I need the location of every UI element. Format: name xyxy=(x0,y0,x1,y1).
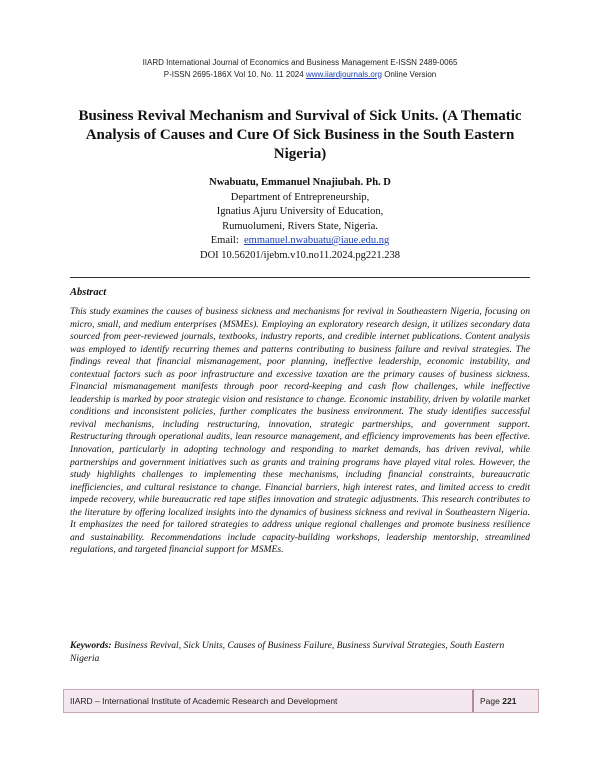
keywords-text: Business Revival, Sick Units, Causes of Business Failure, Business Survival Strategies, South Eastern Nigeria xyxy=(70,640,505,664)
footer-page-label: Page xyxy=(480,696,500,706)
journal-website-link[interactable]: www.iiardjournals.org xyxy=(305,69,382,79)
abstract-text: This study examines the causes of business sickness and mechanisms for revival in Southeastern Nigeria, focusing on micro, small, and medium enterprises (MSMEs). Employing an exploratory research design, it utilizes secondary data sourced from peer-reviewed journals, textbooks, industry reports, and credible internet publications. Content analysis was employed to identify recurring themes and patterns contributing to business failure and revival strategies. The findings reveal that financial mismanagement, poor planning, ineffective leadership, economic instability, and contextual factors such as poor infrastructure and excessive taxation are the primary causes of business sickness. Financial mismanagement manifests through poor record-keeping and cash flow challenges, while ineffective leadership is marked by poor strategic vision and resistance to change. Economic instability, driven by volatile market conditions and inconsistent policies, further complicates the business environment. The study identifies successful revival mechanisms, including restructuring, innovation, strategic partnerships, and government support. Restructuring through operational audits, lean resource management, and efficiency improvements has been effective. Innovation, particularly in adopting technology and responding to market demands, has driven revival, while partnerships and government initiatives such as grants and training programs have played vital roles. However, the study highlights challenges to implementing these mechanisms, including financial constraints, bureaucratic inefficiencies, and cultural resistance to change. Financial barriers, high interest rates, and limited access to credit impede recovery, while bureaucratic red tape stifles innovation and strategic adjustments. This research contributes to the literature by offering localized insights into the dynamics of business sickness and revival in Southeastern Nigeria. It emphasizes the need for tailored strategies to address unique regional challenges and promote business resilience and sustainability. Recommendations include capacity-building workshops, leadership mentorship, streamlined regulations, and targeted financial support for MSMEs. xyxy=(70,306,530,556)
page-footer xyxy=(63,689,539,713)
author-email-line xyxy=(0,234,600,249)
journal-header xyxy=(0,57,600,80)
author-name: Nwabuatu, Emmanuel Nnajiubah. Ph. D xyxy=(209,177,391,188)
section-divider xyxy=(70,277,530,278)
journal-header-line1: IIARD International Journal of Economics and Business Management E-ISSN 2489-0065 xyxy=(142,58,458,67)
author-department: Department of Entrepreneurship, xyxy=(230,191,370,203)
footer-divider xyxy=(472,690,474,712)
author-email-link[interactable]: emmanuel.nwabuatu@iaue.edu.ng xyxy=(244,235,390,246)
footer-institute: IIARD – International Institute of Academic Research and Development xyxy=(70,696,338,706)
doi: DOI 10.56201/ijebm.v10.no11.2024.pg221.238 xyxy=(200,249,400,261)
journal-header-line2 xyxy=(0,69,600,81)
email-label: Email: xyxy=(210,235,239,246)
paper-title: Business Revival Mechanism and Survival of Sick Units. (A Thematic Analysis of Causes and Cure Of Sick Business in the South Eastern Nigeria) xyxy=(78,108,522,162)
keywords xyxy=(70,640,530,665)
journal-issn-info: P-ISSN 2695-186X Vol 10. No. 11 2024 xyxy=(163,69,304,79)
author-university: Ignatius Ajuru University of Education, xyxy=(216,206,384,217)
footer-page xyxy=(480,696,516,706)
abstract-heading: Abstract xyxy=(70,287,107,298)
journal-version: Online Version xyxy=(384,69,437,79)
author-location: Rumuolumeni, Rivers State, Nigeria. xyxy=(222,220,378,232)
keywords-label: Keywords: xyxy=(70,640,112,651)
author-block xyxy=(0,176,600,263)
footer-page-number: 221 xyxy=(502,696,517,706)
